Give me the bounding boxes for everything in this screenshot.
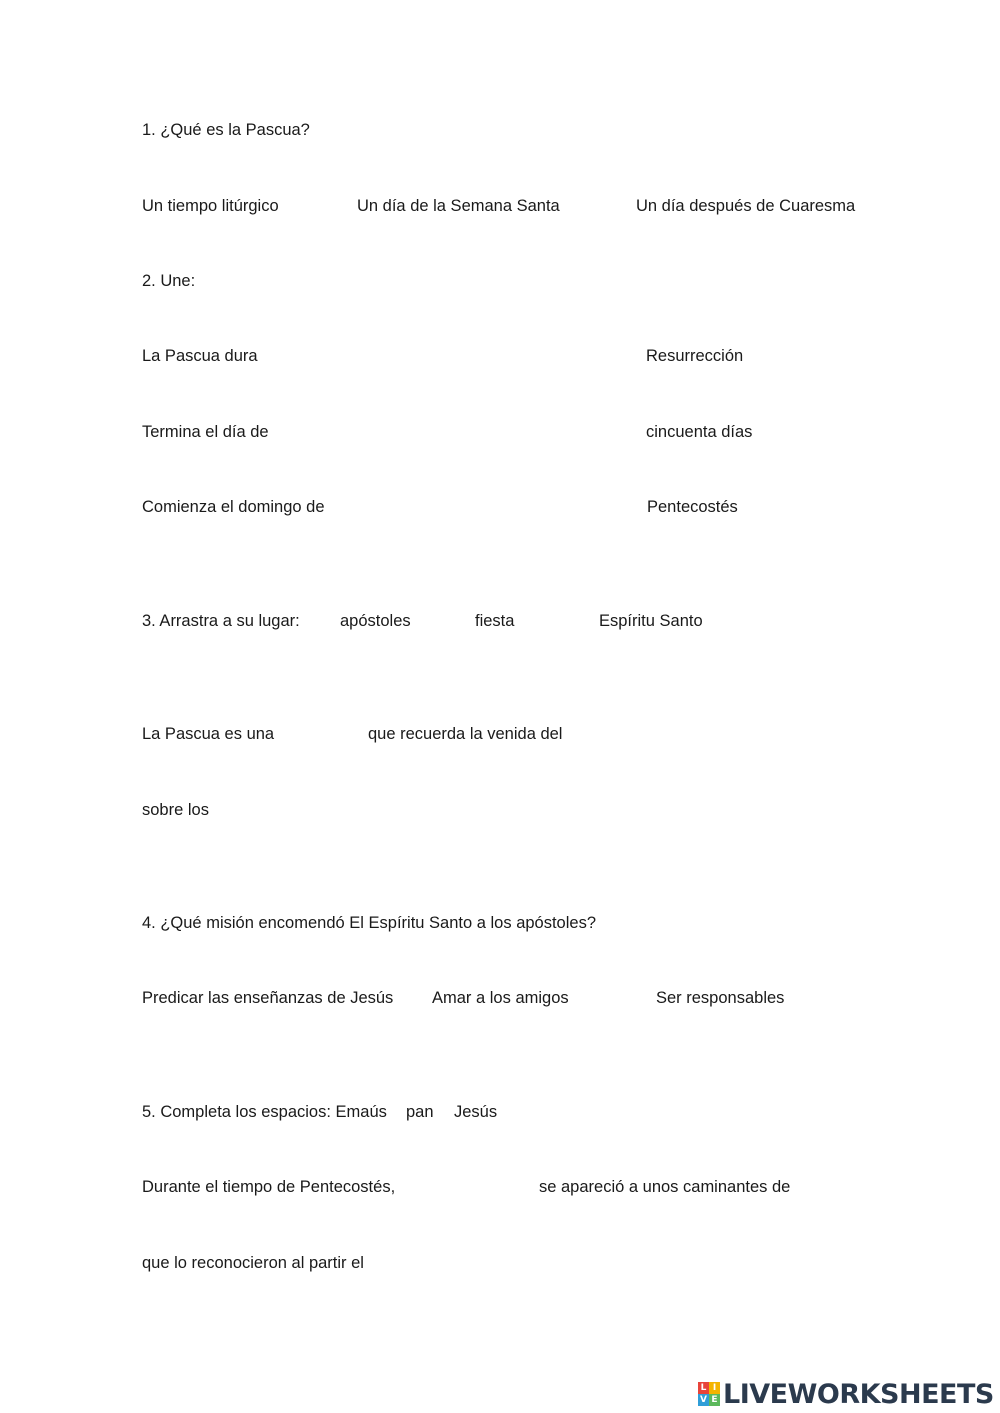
question-3: 3. Arrastra a su lugar:: [142, 612, 300, 630]
question-5: 5. Completa los espacios: Emaús: [142, 1103, 387, 1121]
logo-text: LIVEWORKSHEETS: [723, 1378, 994, 1410]
q3-sentence-1b: que recuerda la venida del: [368, 725, 563, 743]
q4-option-1[interactable]: Predicar las enseñanzas de Jesús: [142, 989, 394, 1007]
drag-word-fiesta[interactable]: fiesta: [475, 612, 515, 630]
q2-left-2[interactable]: Termina el día de: [142, 423, 269, 441]
drag-word-apostoles[interactable]: apóstoles: [340, 612, 411, 630]
liveworksheets-logo: [698, 1380, 994, 1408]
logo-mark-letter: V: [698, 1394, 709, 1406]
question-4: 4. ¿Qué misión encomendó El Espíritu Santo a los apóstoles?: [142, 914, 596, 932]
q3-sentence-2: sobre los: [142, 801, 209, 819]
drag-word-espiritu-santo[interactable]: Espíritu Santo: [599, 612, 703, 630]
q2-left-3[interactable]: Comienza el domingo de: [142, 498, 325, 516]
q2-left-1[interactable]: La Pascua dura: [142, 347, 258, 365]
q1-option-2[interactable]: Un día de la Semana Santa: [357, 197, 560, 215]
q5-sentence-2: que lo reconocieron al partir el: [142, 1254, 364, 1272]
logo-mark-letter: L: [698, 1382, 709, 1394]
q4-option-2[interactable]: Amar a los amigos: [432, 989, 569, 1007]
q2-right-3[interactable]: Pentecostés: [647, 498, 738, 516]
question-1: 1. ¿Qué es la Pascua?: [142, 121, 310, 139]
q2-right-2[interactable]: cincuenta días: [646, 423, 753, 441]
drag-word-pan[interactable]: pan: [406, 1103, 434, 1121]
q5-sentence-1a: Durante el tiempo de Pentecostés,: [142, 1178, 396, 1196]
logo-mark-letter: I: [709, 1382, 720, 1394]
question-2: 2. Une:: [142, 272, 196, 290]
logo-mark-letter: E: [709, 1394, 720, 1406]
drag-word-jesus[interactable]: Jesús: [454, 1103, 498, 1121]
q4-option-3[interactable]: Ser responsables: [656, 989, 785, 1007]
q5-sentence-1b: se apareció a unos caminantes de: [539, 1178, 791, 1196]
q3-sentence-1a: La Pascua es una: [142, 725, 275, 743]
q1-option-3[interactable]: Un día después de Cuaresma: [636, 197, 856, 215]
logo-mark-icon: [698, 1382, 720, 1406]
q2-right-1[interactable]: Resurrección: [646, 347, 744, 365]
q1-option-1[interactable]: Un tiempo litúrgico: [142, 197, 279, 215]
